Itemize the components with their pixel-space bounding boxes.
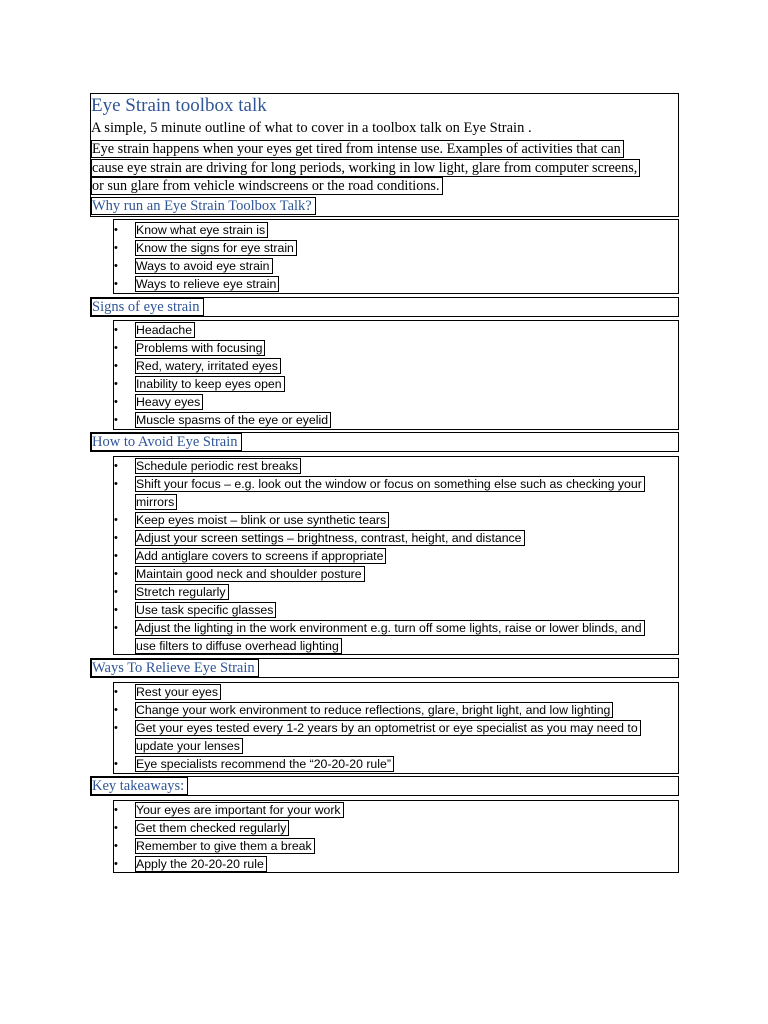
list-item-continuation: update your lenses [114, 737, 674, 755]
list-item: • Rest your eyes [114, 683, 674, 701]
page-title: Eye Strain toolbox talk [91, 95, 267, 116]
bullet-icon: • [114, 532, 118, 544]
list-relieve [114, 683, 674, 773]
list-item: • Red, watery, irritated eyes [114, 357, 674, 375]
bullet-icon: • [114, 758, 118, 770]
intro-paragraph [91, 140, 676, 196]
bullet-icon: • [114, 586, 118, 598]
list-item: • Shift your focus – e.g. look out the window or focus on something else such as checking your [114, 475, 674, 493]
bullet-icon: • [114, 414, 118, 426]
bullet-icon: • [114, 804, 118, 816]
bullet-icon: • [114, 460, 118, 472]
list-item-continuation: use filters to diffuse overhead lighting [114, 637, 674, 655]
section-heading-signs [91, 298, 204, 316]
list-item: • Change your work environment to reduce reflections, glare, bright light, and low lighting [114, 701, 674, 719]
bullet-icon: • [114, 260, 118, 272]
list-item: • Adjust your screen settings – brightness, contrast, height, and distance [114, 529, 674, 547]
list-item: • Problems with focusing [114, 339, 674, 357]
list-why [114, 221, 674, 293]
list-item: • Inability to keep eyes open [114, 375, 674, 393]
bullet-icon: • [114, 822, 118, 834]
list-item: • Ways to relieve eye strain [114, 275, 674, 293]
bullet-icon: • [114, 360, 118, 372]
list-item: • Use task specific glasses [114, 601, 674, 619]
bullet-icon: • [114, 858, 118, 870]
bullet-icon: • [114, 396, 118, 408]
intro-line: cause eye strain are driving for long periods, working in low light, glare from computer screens, [91, 159, 640, 177]
list-signs [114, 321, 674, 429]
section-heading-label: Key takeaways: [91, 777, 188, 795]
section-heading-why [91, 197, 316, 215]
intro-line: Eye strain happens when your eyes get tired from intense use. Examples of activities that can [91, 140, 624, 158]
bullet-icon: • [114, 722, 118, 734]
list-avoid [114, 457, 674, 655]
bullet-icon: • [114, 568, 118, 580]
section-heading-key [91, 777, 188, 795]
bullet-icon: • [114, 704, 118, 716]
list-item: • Apply the 20-20-20 rule [114, 855, 674, 873]
bullet-icon: • [114, 342, 118, 354]
list-item: • Maintain good neck and shoulder posture [114, 565, 674, 583]
section-heading-label: Why run an Eye Strain Toolbox Talk? [91, 197, 316, 215]
bullet-icon: • [114, 224, 118, 236]
bullet-icon: • [114, 242, 118, 254]
list-item: • Know the signs for eye strain [114, 239, 674, 257]
section-heading-label: Signs of eye strain [91, 298, 204, 316]
section-heading-relieve [91, 659, 259, 677]
bullet-icon: • [114, 478, 118, 490]
intro-line: or sun glare from vehicle windscreens or the road conditions. [91, 177, 443, 195]
list-item: • Adjust the lighting in the work environment e.g. turn off some lights, raise or lower blinds, and [114, 619, 674, 637]
section-heading-label: How to Avoid Eye Strain [91, 433, 242, 451]
list-key [114, 801, 674, 873]
list-item: • Muscle spasms of the eye or eyelid [114, 411, 674, 429]
list-item: • Heavy eyes [114, 393, 674, 411]
list-item: • Add antiglare covers to screens if appropriate [114, 547, 674, 565]
bullet-icon: • [114, 514, 118, 526]
list-item: • Ways to avoid eye strain [114, 257, 674, 275]
bullet-icon: • [114, 604, 118, 616]
bullet-icon: • [114, 840, 118, 852]
list-item: • Keep eyes moist – blink or use synthetic tears [114, 511, 674, 529]
list-item: • Stretch regularly [114, 583, 674, 601]
bullet-icon: • [114, 550, 118, 562]
section-heading-label: Ways To Relieve Eye Strain [91, 659, 259, 677]
list-item: • Remember to give them a break [114, 837, 674, 855]
bullet-icon: • [114, 378, 118, 390]
bullet-icon: • [114, 622, 118, 634]
bullet-icon: • [114, 324, 118, 336]
list-item: • Know what eye strain is [114, 221, 674, 239]
page-subtitle: A simple, 5 minute outline of what to cover in a toolbox talk on Eye Strain . [91, 120, 532, 136]
list-item: • Eye specialists recommend the “20-20-20 rule” [114, 755, 674, 773]
section-heading-avoid [91, 433, 242, 451]
bullet-icon: • [114, 686, 118, 698]
list-item: • Headache [114, 321, 674, 339]
list-item: • Get them checked regularly [114, 819, 674, 837]
bullet-icon: • [114, 278, 118, 290]
list-item-continuation: mirrors [114, 493, 674, 511]
list-item: • Schedule periodic rest breaks [114, 457, 674, 475]
list-item: • Get your eyes tested every 1-2 years by an optometrist or eye specialist as you may need to [114, 719, 674, 737]
list-item: • Your eyes are important for your work [114, 801, 674, 819]
